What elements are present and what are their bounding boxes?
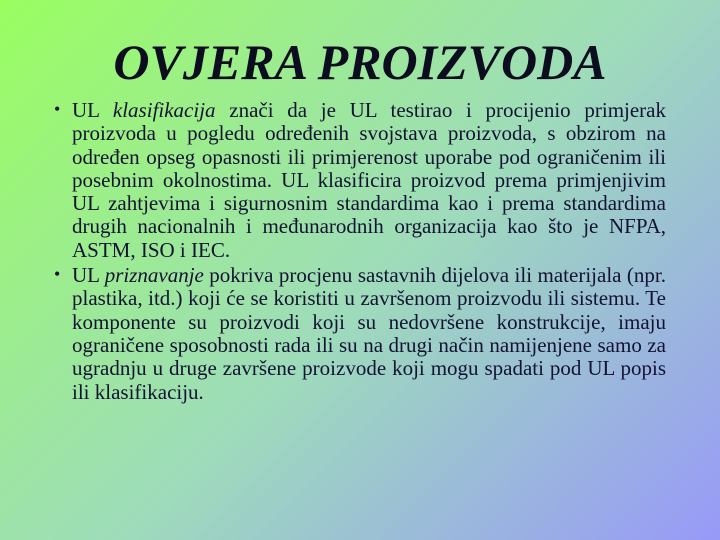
bullet-text-emphasis: priznavanje — [104, 263, 204, 288]
bullet-text — [72, 98, 666, 262]
bullet-icon: • — [54, 264, 61, 285]
bullet-item — [50, 99, 666, 262]
bullet-text-rest: znači da je UL testirao i procijenio primjerak proizvoda u pogledu određenih svojstava proizvoda, s obzirom na određen opseg opasnosti ili primjerenost uporabe pod ograničenim ili posebnim okolnostima. UL klasificira proizvod prema primjenjivim UL zahtjevima i sigurnosnim standardima kao i prema standardima drugih nacionalnih i međunarodnih organizacija kao što je NFPA, ASTM, ISO i IEC. — [72, 98, 666, 262]
bullet-text-rest: pokriva procjenu sastavnih dijelova ili materijala (npr. plastika, itd.) koji će se koristiti u završenom proizvodu ili sistemu. Te komponente su proizvodi koji su nedovršene konstrukcije, imaju ograničene sposobnosti rada ili su na drugi način namijenjene samo za ugradnju u druge završene proizvode koji mogu spadati pod UL popis ili klasifikaciju. — [72, 263, 667, 404]
slide-title: OVJERA PROIZVODA — [113, 34, 607, 90]
bullet-text-prefix: UL — [72, 98, 113, 122]
slide-body — [50, 99, 666, 406]
bullet-text-prefix: UL — [72, 263, 105, 288]
bullet-text — [72, 263, 666, 403]
bullet-icon: • — [54, 99, 61, 119]
bullet-item — [50, 264, 666, 404]
bullet-text-emphasis: klasifikacija — [112, 98, 216, 122]
